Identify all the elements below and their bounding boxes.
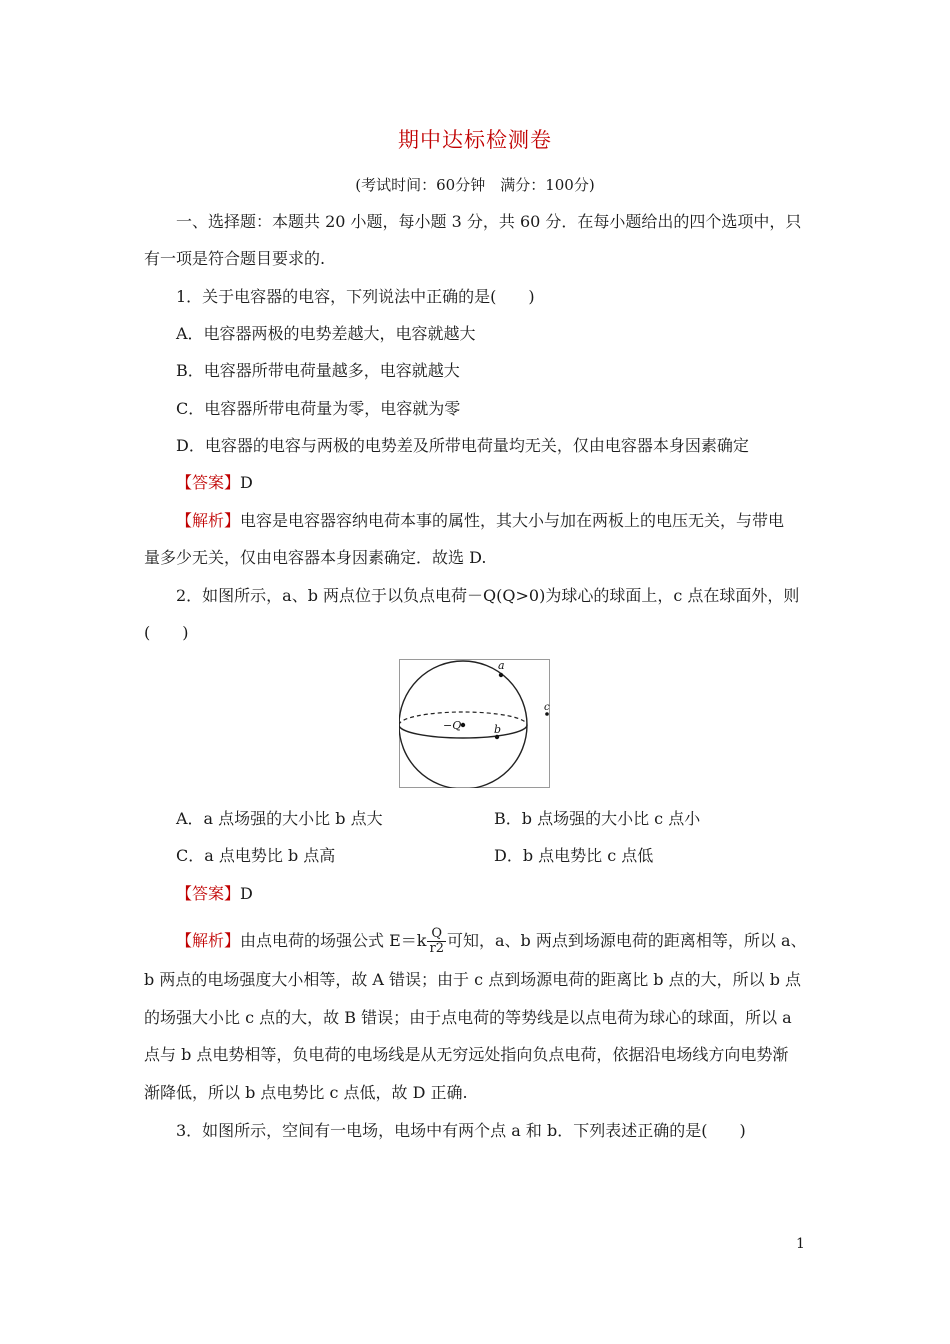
answer-tag: 【答案】 (176, 884, 241, 903)
analysis-text: 电容是电容器容纳电荷本事的属性，其大小与加在两板上的电压无关，与带电 (240, 511, 785, 530)
page-number: 1 (796, 1236, 805, 1252)
page-title: 期中达标检测卷 (398, 128, 552, 152)
q2-analysis-line4: 点与 b 点电势相等，负电荷的电场线是从无穷远处指向负点电荷，依据沿电场线方向电势渐 (144, 1045, 789, 1064)
analysis-text: 由点电荷的场强公式 E＝k (240, 931, 427, 950)
q1-option-c: C．电容器所带电荷量为零，电容就为零 (176, 399, 461, 418)
fraction-denominator: r2 (429, 941, 444, 956)
section-instruction-line1: 一、选择题：本题共 20 小题，每小题 3 分，共 60 分．在每小题给出的四个选项中，只 (176, 212, 802, 231)
q2-stem-line2: ( ) (144, 623, 189, 642)
q2-analysis-line1 (176, 927, 806, 956)
q1-option-b: B．电容器所带电荷量越多，电容就越大 (176, 361, 460, 380)
q2-answer (176, 884, 253, 904)
point-a-label: a (498, 659, 505, 672)
point-c-label: c (544, 702, 550, 713)
q2-analysis-line2: b 两点的电场强度大小相等，故 A 错误；由于 c 点到场源电荷的距离比 b 点的大，所以 b 点 (144, 970, 802, 989)
answer-value: D (240, 473, 253, 492)
answer-value: D (240, 884, 253, 903)
q1-analysis-line2: 量多少无关，仅由电容器本身因素确定．故选 D. (144, 548, 487, 567)
q2-option-d: D．b 点电势比 c 点低 (494, 846, 654, 865)
point-b-label: b (494, 723, 502, 736)
point-a-dot (499, 673, 503, 677)
exam-info: (考试时间：60分钟 满分：100分) (355, 176, 595, 194)
q2-option-c: C．a 点电势比 b 点高 (176, 846, 336, 865)
q3-stem: 3．如图所示，空间有一电场，电场中有两个点 a 和 b．下列表述正确的是( ) (176, 1121, 746, 1140)
q2-option-a: A．a 点场强的大小比 b 点大 (176, 809, 383, 828)
sphere-diagram (399, 659, 550, 788)
q1-option-d: D．电容器的电容与两极的电势差及所带电荷量均无关，仅由电容器本身因素确定 (176, 436, 749, 455)
q2-option-b: B．b 点场强的大小比 c 点小 (494, 809, 701, 828)
formula-fraction (427, 927, 446, 956)
q2-stem-line1: 2．如图所示，a、b 两点位于以负点电荷－Q(Q>0)为球心的球面上，c 点在球面外，则 (176, 586, 800, 605)
analysis-tag: 【解析】 (176, 931, 241, 950)
center-charge-label: −Q (443, 719, 462, 732)
q1-option-a: A．电容器两极的电势差越大，电容就越大 (176, 324, 476, 343)
q1-answer (176, 473, 253, 493)
analysis-tag: 【解析】 (176, 511, 241, 530)
analysis-text-continued: 可知，a、b 两点到场源电荷的距离相等，所以 a、 (446, 931, 807, 950)
section-instruction-line2: 有一项是符合题目要求的. (144, 249, 326, 268)
center-charge-dot (461, 723, 465, 727)
q1-stem: 1．关于电容器的电容，下列说法中正确的是( ) (176, 287, 535, 306)
q1-analysis-line1 (176, 511, 784, 531)
answer-tag: 【答案】 (176, 473, 241, 492)
q2-analysis-line3: 的场强大小比 c 点的大，故 B 错误；由于点电荷的等势线是以点电荷为球心的球面，所以 a (144, 1008, 792, 1027)
fraction-numerator: Q (431, 926, 443, 941)
q2-analysis-line5: 渐降低，所以 b 点电势比 c 点低，故 D 正确. (144, 1083, 468, 1102)
